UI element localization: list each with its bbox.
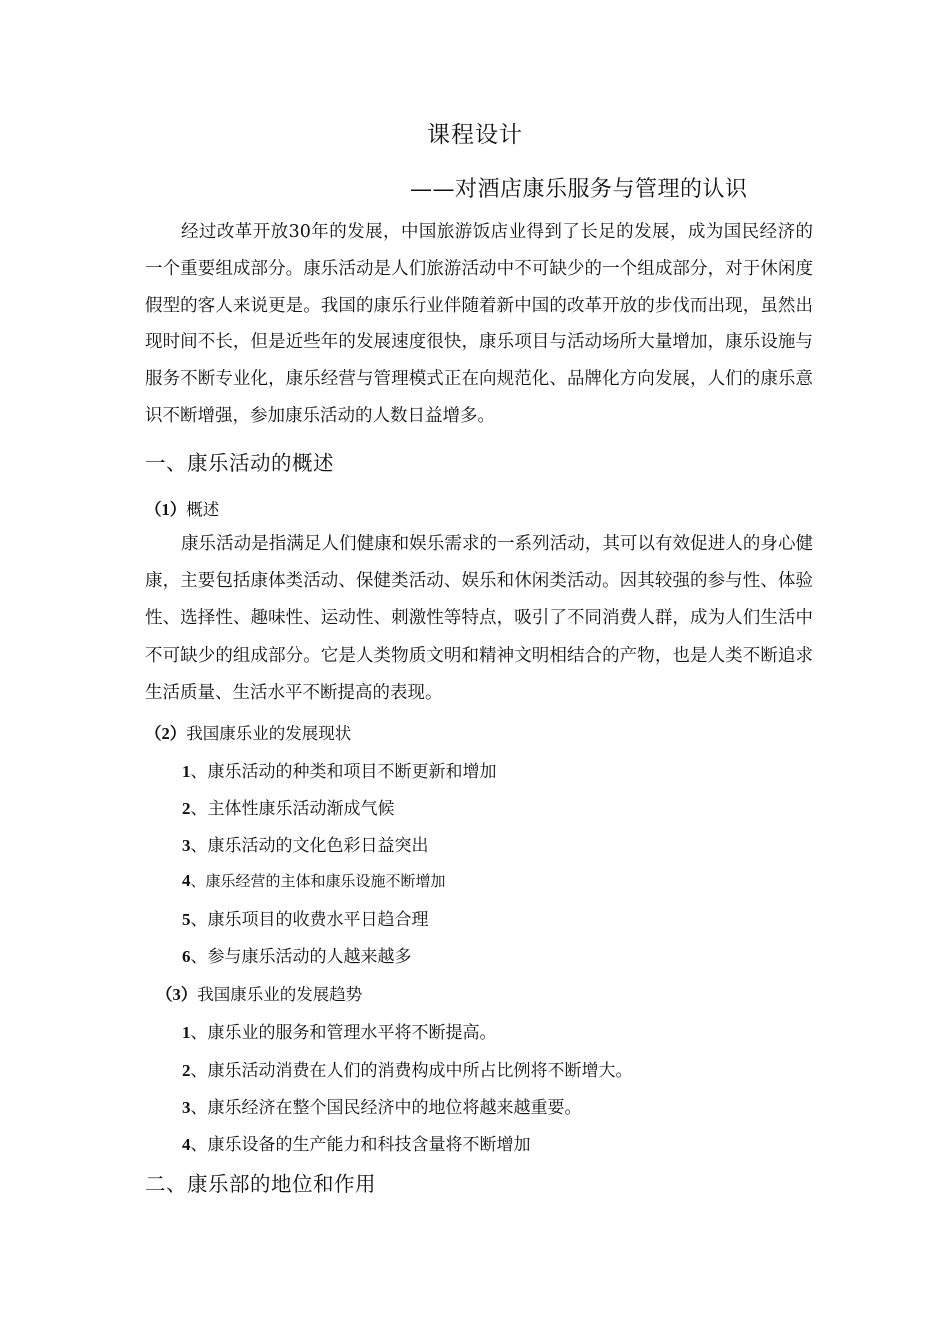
list-item: 4、康乐经营的主体和康乐设施不断增加: [182, 871, 446, 890]
overview-paragraph: 康乐活动是指满足人们健康和娱乐需求的一系列活动，其可以有效促进人的身心健康，主要包括康体类活动、保健类活动、娱乐和休闲类活动。因其较强的参与性、体验性、选择性、趣味性、运动性、刺激性等特点，吸引了不同消费人群，成为人们生活中不可缺少的组成部分。它是人类物质文明和精神文明相结合的产物，也是人类不断追求生活质量、生活水平不断提高的表现。: [145, 534, 813, 703]
list-item: 4、康乐设备的生产能力和科技含量将不断增加: [182, 1135, 531, 1155]
subsection-number: （3）: [156, 985, 198, 1004]
subsection-label: 我国康乐业的发展现状: [186, 724, 352, 743]
list-item: 1、康乐业的服务和管理水平将不断提高。: [182, 1023, 497, 1043]
subsection-label: 我国康乐业的发展趋势: [197, 985, 363, 1004]
list-item: 2、主体性康乐活动渐成气候: [182, 799, 395, 819]
subsection-3-heading: [156, 981, 362, 1005]
list-item: 5、康乐项目的收费水平日趋合理: [182, 910, 429, 930]
document-subtitle: ——对酒店康乐服务与管理的认识: [410, 177, 748, 202]
intro-paragraph: 经过改革开放30年的发展，中国旅游饭店业得到了长足的发展，成为国民经济的一个重要组成部分。康乐活动是人们旅游活动中不可缺少的一个组成部分，对于休闲度假型的客人来说更是。我国的康乐行业伴随着新中国的改革开放的步伐而出现，虽然出现时间不长，但是近些年的发展速度很快，康乐项目与活动场所大量增加，康乐设施与服务不断专业化，康乐经营与管理模式正在向规范化、品牌化方向发展，人们的康乐意识不断增强，参加康乐活动的人数日益增多。: [145, 222, 813, 426]
subsection-label: 概述: [186, 500, 220, 519]
list-item: 3、康乐活动的文化色彩日益突出: [182, 836, 429, 856]
list-item: 2、康乐活动消费在人们的消费构成中所占比例将不断增大。: [182, 1061, 633, 1081]
subsection-number: （2）: [145, 724, 187, 743]
document-title: 课程设计: [427, 122, 523, 148]
list-item: 6、参与康乐活动的人越来越多: [182, 947, 412, 967]
subsection-number: （1）: [145, 500, 187, 519]
list-item: 1、康乐活动的种类和项目不断更新和增加: [182, 762, 497, 782]
list-item: 3、康乐经济在整个国民经济中的地位将越来越重要。: [182, 1098, 582, 1118]
subsection-2-heading: [145, 720, 351, 744]
subsection-1-heading: [145, 496, 219, 520]
section-1-heading: 一、康乐活动的概述: [145, 451, 334, 475]
section-2-heading: 二、康乐部的地位和作用: [145, 1172, 376, 1196]
